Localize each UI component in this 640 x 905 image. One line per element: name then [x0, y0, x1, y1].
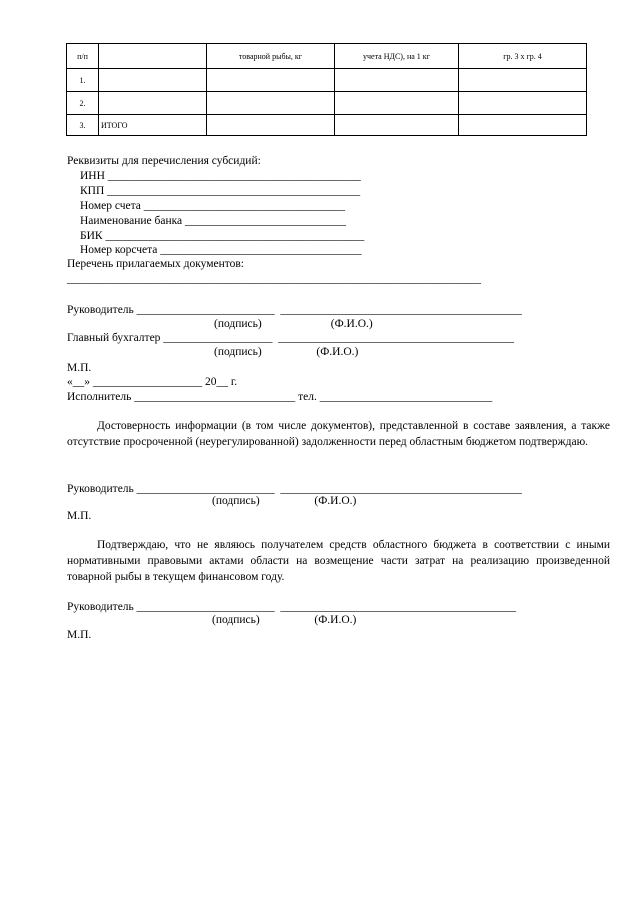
head-signature-line: Руководитель ________________________ __________________________________________ — [67, 304, 522, 316]
row-number: 1. — [67, 69, 99, 92]
table-row — [67, 92, 587, 115]
table-cell — [335, 115, 459, 136]
row-name — [99, 69, 207, 92]
row-number: 3. — [67, 115, 99, 136]
table-header-cell — [99, 44, 207, 69]
stamp-label-2: М.П. — [67, 510, 92, 522]
kpp-field: КПП ____________________________________________ — [80, 185, 361, 197]
table-header-cell: товарной рыбы, кг — [207, 44, 335, 69]
table-cell — [459, 115, 587, 136]
head-signature-caption-2: (подпись) (Ф.И.О.) — [212, 495, 357, 507]
accountant-signature-caption: (подпись) (Ф.И.О.) — [214, 346, 359, 358]
table-header-cell: п/п — [67, 44, 99, 69]
requisites-title: Реквизиты для перечисления субсидий: — [67, 155, 261, 167]
confirmation-paragraph-1: Достоверность информации (в том числе документов), представленной в составе заявления, а также отсутствие просроченной (неурегулированной) задолженности перед областным бюджетом подтверждаю. — [67, 420, 610, 448]
inn-field: ИНН ____________________________________________ — [80, 170, 361, 182]
account-field: Номер счета ___________________________________ — [80, 200, 345, 212]
table-cell — [335, 69, 459, 92]
row-name: ИТОГО — [99, 115, 207, 136]
stamp-label-3: М.П. — [67, 629, 92, 641]
row-name — [99, 92, 207, 115]
head-signature-line-3: Руководитель ________________________ _________________________________________ — [67, 601, 517, 613]
table-header-cell: гр. 3 х гр. 4 — [459, 44, 587, 69]
table-cell — [207, 92, 335, 115]
table-header-cell: учета НДС), на 1 кг — [335, 44, 459, 69]
table-cell — [335, 92, 459, 115]
bank-field: Наименование банка ____________________________ — [80, 215, 347, 227]
row-number: 2. — [67, 92, 99, 115]
corr-account-field: Номер корсчета ___________________________________ — [80, 244, 362, 256]
table-cell — [207, 69, 335, 92]
head-signature-caption-3: (подпись) (Ф.И.О.) — [212, 614, 357, 626]
table-row — [67, 69, 587, 92]
table-cell — [459, 92, 587, 115]
date-line: «__» ___________________ 20__ г. — [67, 376, 238, 388]
accountant-signature-line: Главный бухгалтер ___________________ _________________________________________ — [67, 332, 515, 344]
table-header-row — [67, 44, 587, 69]
executor-line: Исполнитель ____________________________ тел. ______________________________ — [67, 391, 493, 403]
head-signature-line-2: Руководитель ________________________ __________________________________________ — [67, 483, 522, 495]
bik-field: БИК _____________________________________________ — [80, 230, 365, 242]
table-cell — [207, 115, 335, 136]
subsidy-table — [66, 43, 587, 136]
attachments-title: Перечень прилагаемых документов: — [67, 258, 245, 270]
attachments-line: ________________________________________________________________________ — [67, 273, 481, 285]
table-row — [67, 115, 587, 136]
table-cell — [459, 69, 587, 92]
confirmation-paragraph-2: Подтверждаю, что не являюсь получателем средств областного бюджета в соответствии с иными нормативными правовыми актами области на возмещение части затрат на реализацию произведенной товарной рыбы в текущем финансовом году. — [67, 539, 610, 583]
head-signature-caption: (подпись) (Ф.И.О.) — [214, 318, 373, 330]
stamp-label: М.П. — [67, 362, 92, 374]
